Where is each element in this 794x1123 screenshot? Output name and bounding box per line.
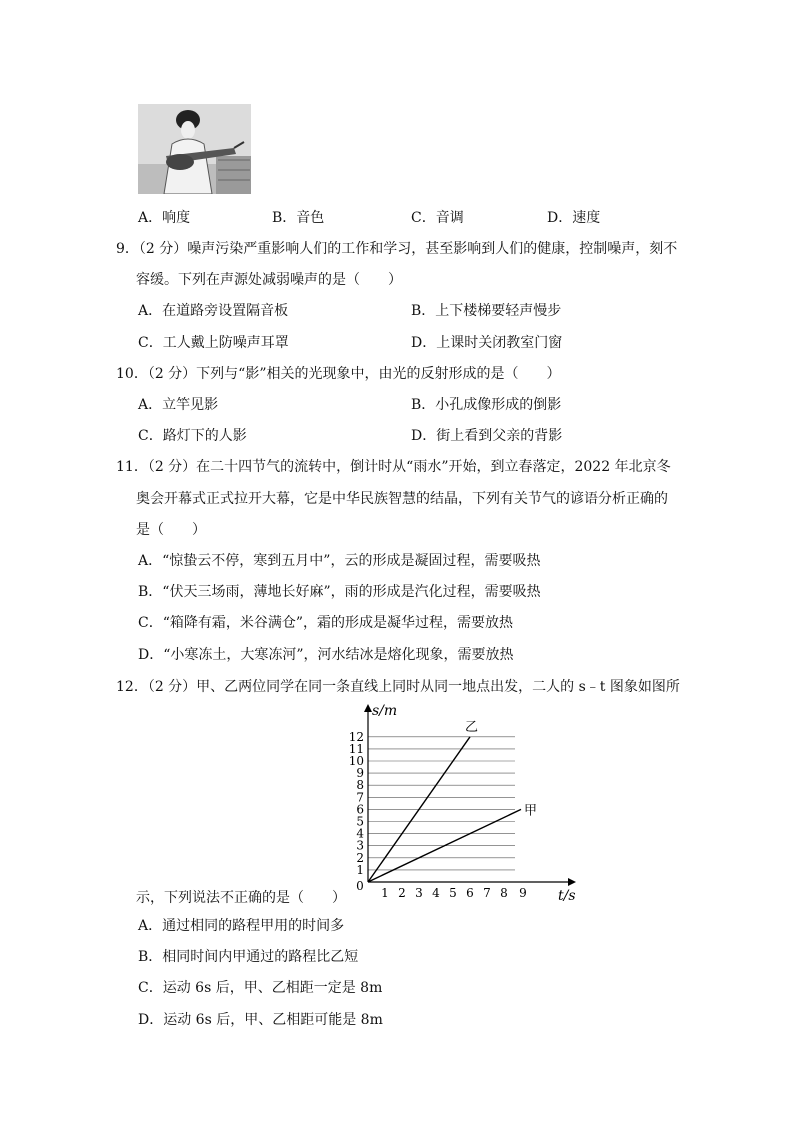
q8-option-d[interactable]	[547, 207, 600, 227]
x-tick-label: 7	[483, 886, 491, 900]
option-letter: D．	[411, 335, 437, 351]
option-text: 运动 6s 后，甲、乙相距一定是 8m	[162, 980, 383, 996]
option-text: 相同时间内甲通过的路程比乙短	[162, 949, 359, 965]
q12-option-d[interactable]	[138, 1009, 383, 1029]
q11-option-d[interactable]	[138, 644, 514, 664]
origin-label: 0	[356, 879, 364, 893]
q12-stem-line-1: 12．（2 分）甲、乙两位同学在同一条直线上同时从同一地点出发，二人的 s﹣t 图象如图所	[116, 679, 680, 695]
q12-option-b[interactable]	[138, 946, 358, 966]
y-tick-label: 1	[356, 862, 364, 877]
q12-stem-line-2: 示，下列说法不正确的是（ ）	[136, 890, 346, 906]
x-tick-label: 1	[381, 886, 389, 900]
x-tick-label: 4	[432, 886, 440, 900]
y-tick-label: 6	[356, 802, 364, 817]
option-text: 在道路旁设置隔音板	[162, 303, 289, 319]
q10-option-b[interactable]	[411, 394, 561, 414]
option-text: 音色	[296, 210, 325, 226]
series-label-yi: 乙	[465, 719, 479, 735]
option-text: 路灯下的人影	[162, 428, 247, 444]
q11-stem-line-2: 奥会开幕式正式拉开大幕，它是中华民族智慧的结晶，下列有关节气的谚语分析正确的	[136, 491, 668, 507]
x-tick-label: 3	[415, 886, 423, 900]
y-tick-label: 4	[356, 826, 364, 841]
question-8-photo	[138, 104, 251, 194]
option-text: 通过相同的路程甲用的时间多	[162, 918, 345, 934]
q8-option-c[interactable]	[411, 207, 464, 227]
y-tick-label: 3	[356, 838, 364, 853]
option-letter: D．	[138, 647, 164, 663]
q11-option-b[interactable]	[138, 581, 541, 601]
option-letter: D．	[138, 1012, 164, 1028]
x-axis-arrow	[568, 878, 576, 886]
q10-option-c[interactable]	[138, 425, 247, 445]
y-tick-label: 2	[356, 850, 364, 865]
q9-option-c[interactable]	[138, 332, 289, 352]
option-text: “惊蛰云不停，寒到五月中”，云的形成是凝固过程，需要吸热	[162, 553, 541, 569]
option-letter: A．	[138, 210, 163, 226]
q12-option-a[interactable]	[138, 915, 344, 935]
q8-option-b[interactable]	[272, 207, 324, 227]
y-tick-label: 7	[356, 790, 364, 805]
q10-option-d[interactable]	[411, 425, 562, 445]
option-letter: B．	[138, 584, 163, 600]
option-text: 立竿见影	[162, 397, 219, 413]
q8-option-a[interactable]	[138, 207, 190, 227]
option-text: 上下楼梯要轻声慢步	[435, 303, 562, 319]
y-tick-label: 12	[348, 729, 364, 744]
x-tick-label: 6	[466, 886, 474, 900]
x-tick-label: 5	[449, 886, 457, 900]
option-letter: D．	[411, 428, 437, 444]
option-letter: B．	[272, 210, 297, 226]
option-letter: A．	[138, 397, 163, 413]
option-text: “小寒冻土，大寒冻河”，河水结冰是熔化现象，需要放热	[163, 647, 514, 663]
y-tick-label: 8	[356, 778, 364, 793]
option-letter: C．	[138, 335, 163, 351]
option-text: 街上看到父亲的背影	[436, 428, 563, 444]
y-tick-label: 11	[348, 741, 364, 756]
q11-stem-line-3: 是（ ）	[136, 522, 206, 538]
option-text: “箱降有霜，米谷满仓”，霜的形成是凝华过程，需要放热	[162, 615, 514, 631]
option-letter: D．	[547, 210, 573, 226]
option-letter: A．	[138, 303, 163, 319]
option-letter: A．	[138, 553, 163, 569]
option-text: 音调	[435, 210, 464, 226]
q11-stem-line-1: 11．（2 分）在二十四节气的流转中，倒计时从“雨水”开始，到立春落定，2022 年北京冬	[116, 459, 671, 475]
q9-option-b[interactable]	[411, 300, 561, 320]
option-text: 工人戴上防噪声耳罩	[162, 335, 289, 351]
option-text: 上课时关闭教室门窗	[436, 335, 563, 351]
option-letter: C．	[138, 428, 163, 444]
option-letter: C．	[138, 615, 163, 631]
option-letter: C．	[138, 980, 163, 996]
y-axis-label: s/m	[372, 703, 398, 719]
option-text: 响度	[162, 210, 191, 226]
x-tick-label: 8	[500, 886, 508, 900]
q10-stem-line-1: 10．（2 分）下列与“影”相关的光现象中，由光的反射形成的是（ ）	[116, 366, 561, 382]
option-letter: B．	[138, 949, 163, 965]
option-letter: B．	[411, 303, 436, 319]
y-tick-label: 10	[348, 754, 364, 768]
y-tick-label: 5	[356, 814, 364, 829]
q9-option-d[interactable]	[411, 332, 562, 352]
q9-stem-line-1: 9．（2 分）噪声污染严重影响人们的工作和学习，甚至影响到人们的健康，控制噪声，刻不	[116, 241, 678, 257]
q9-stem-line-2: 容缓。下列在声源处减弱噪声的是（ ）	[136, 272, 402, 288]
s-t-graph	[340, 700, 590, 910]
option-letter: A．	[138, 918, 163, 934]
q11-option-a[interactable]	[138, 550, 540, 570]
q9-option-a[interactable]	[138, 300, 288, 320]
option-text: 运动 6s 后，甲、乙相距可能是 8m	[163, 1012, 383, 1028]
y-tick-label: 9	[356, 766, 364, 781]
option-letter: B．	[411, 397, 436, 413]
x-axis-label: t/s	[558, 888, 576, 904]
q10-option-a[interactable]	[138, 394, 218, 414]
y-axis-arrow	[364, 704, 372, 712]
q12-option-c[interactable]	[138, 977, 382, 997]
option-text: 速度	[572, 210, 601, 226]
x-tick-label: 9	[519, 886, 527, 900]
x-tick-label: 2	[398, 886, 406, 900]
series-label-jia: 甲	[524, 803, 538, 819]
option-letter: C．	[411, 210, 436, 226]
option-text: 小孔成像形成的倒影	[435, 397, 562, 413]
option-text: “伏天三场雨，薄地长好麻”，雨的形成是汽化过程，需要吸热	[162, 584, 541, 600]
q11-option-c[interactable]	[138, 612, 513, 632]
